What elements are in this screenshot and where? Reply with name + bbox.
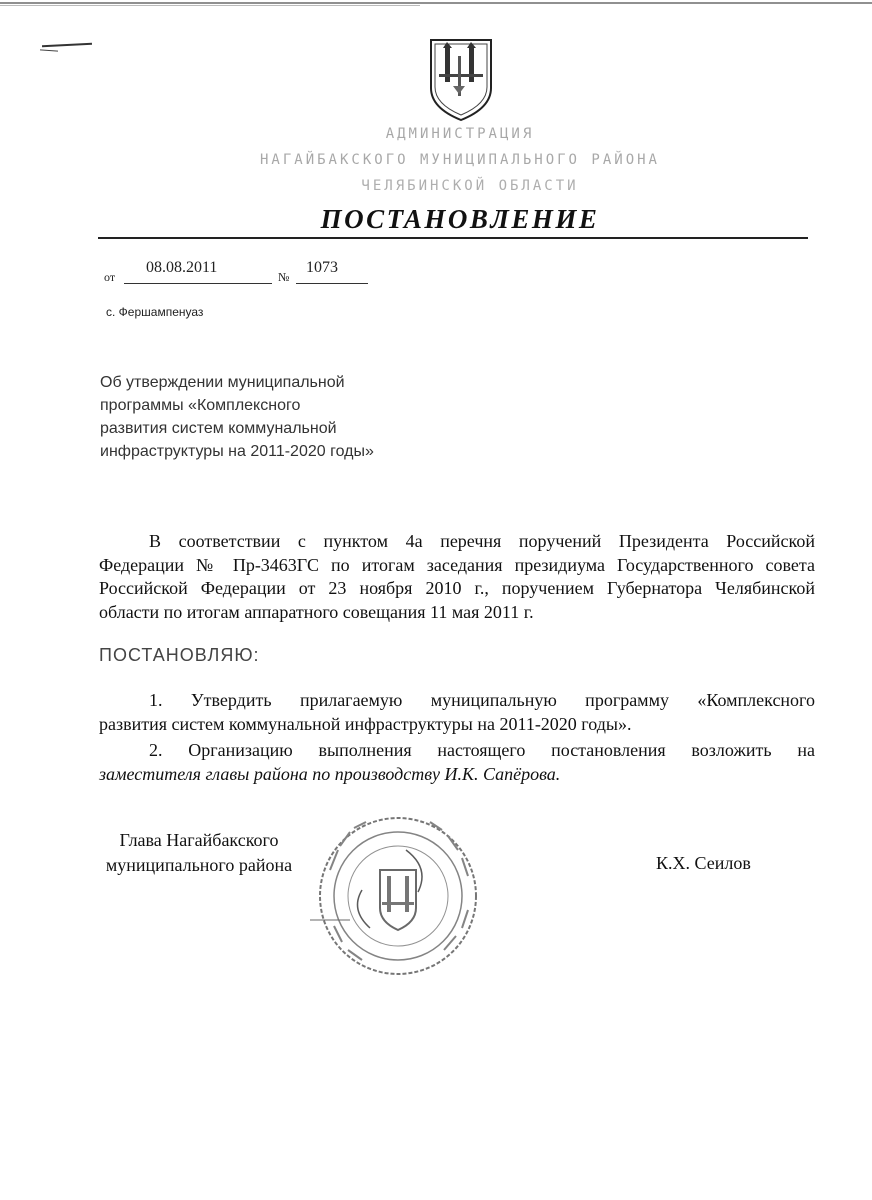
pen-mark	[42, 43, 92, 48]
decree-heading: ПОСТАНОВЛЯЮ:	[99, 645, 260, 665]
faded-header-line: АДМИНИСТРАЦИЯ	[385, 126, 535, 142]
preamble-line: Федерации № Пр-3463ГС по итогам заседания президиума Государственного совета	[99, 554, 815, 575]
number-prefix: №	[278, 270, 290, 284]
item-line: развития систем коммунальной инфраструктуры на 2011-2020 годы».	[99, 714, 632, 734]
scan-edge-line	[0, 5, 420, 6]
number-underline	[296, 283, 368, 284]
scan-edge-line	[0, 2, 872, 4]
preamble-line: Российской Федерации от 23 ноября 2010 г., поручением Губернатора Челябинской	[99, 578, 815, 598]
faded-header-line: НАГАЙБАКСКОГО МУНИЦИПАЛЬНОГО РАЙОНА	[259, 152, 660, 168]
decree-item-1	[99, 688, 815, 736]
title-divider	[98, 237, 808, 239]
subject-line: развития систем коммунальной	[100, 420, 337, 437]
position-line: Глава Нагайбакского	[119, 830, 279, 850]
document-place: с. Фершампенуаз	[106, 305, 204, 319]
pen-mark	[40, 49, 58, 51]
document-title: ПОСТАНОВЛЕНИЕ	[320, 204, 600, 234]
document-subject	[100, 371, 420, 463]
signatory-name: К.Х. Сеилов	[656, 853, 751, 873]
date-prefix: от	[104, 270, 116, 284]
document-date: 08.08.2011	[146, 259, 218, 276]
item-line: 1. Утвердить прилагаемую муниципальную программу «Комплексного	[149, 690, 815, 710]
item-line: 2. Организацию выполнения настоящего постановления возложить на	[149, 740, 815, 760]
subject-line: Об утверждении муниципальной	[100, 374, 345, 391]
signature-position	[94, 828, 304, 878]
preamble-paragraph	[99, 530, 815, 624]
preamble-line: В соответствии с пунктом 4а перечня поручений Президента Российской	[149, 531, 815, 551]
subject-line: инфраструктуры на 2011-2020 годы»	[100, 443, 374, 460]
official-seal-icon	[310, 810, 485, 980]
subject-line: программы «Комплексного	[100, 397, 301, 414]
item-line: заместителя главы района по производству И.К. Сапёрова.	[99, 764, 561, 784]
preamble-line: области по итогам аппаратного совещания 11 мая 2011 г.	[99, 601, 534, 622]
coat-of-arms-icon	[427, 36, 495, 124]
position-line: муниципального района	[105, 855, 293, 875]
date-underline	[124, 283, 272, 284]
faded-header-line: ЧЕЛЯБИНСКОЙ ОБЛАСТИ	[361, 178, 579, 194]
decree-item-2	[99, 738, 815, 786]
document-number: 1073	[306, 259, 338, 276]
